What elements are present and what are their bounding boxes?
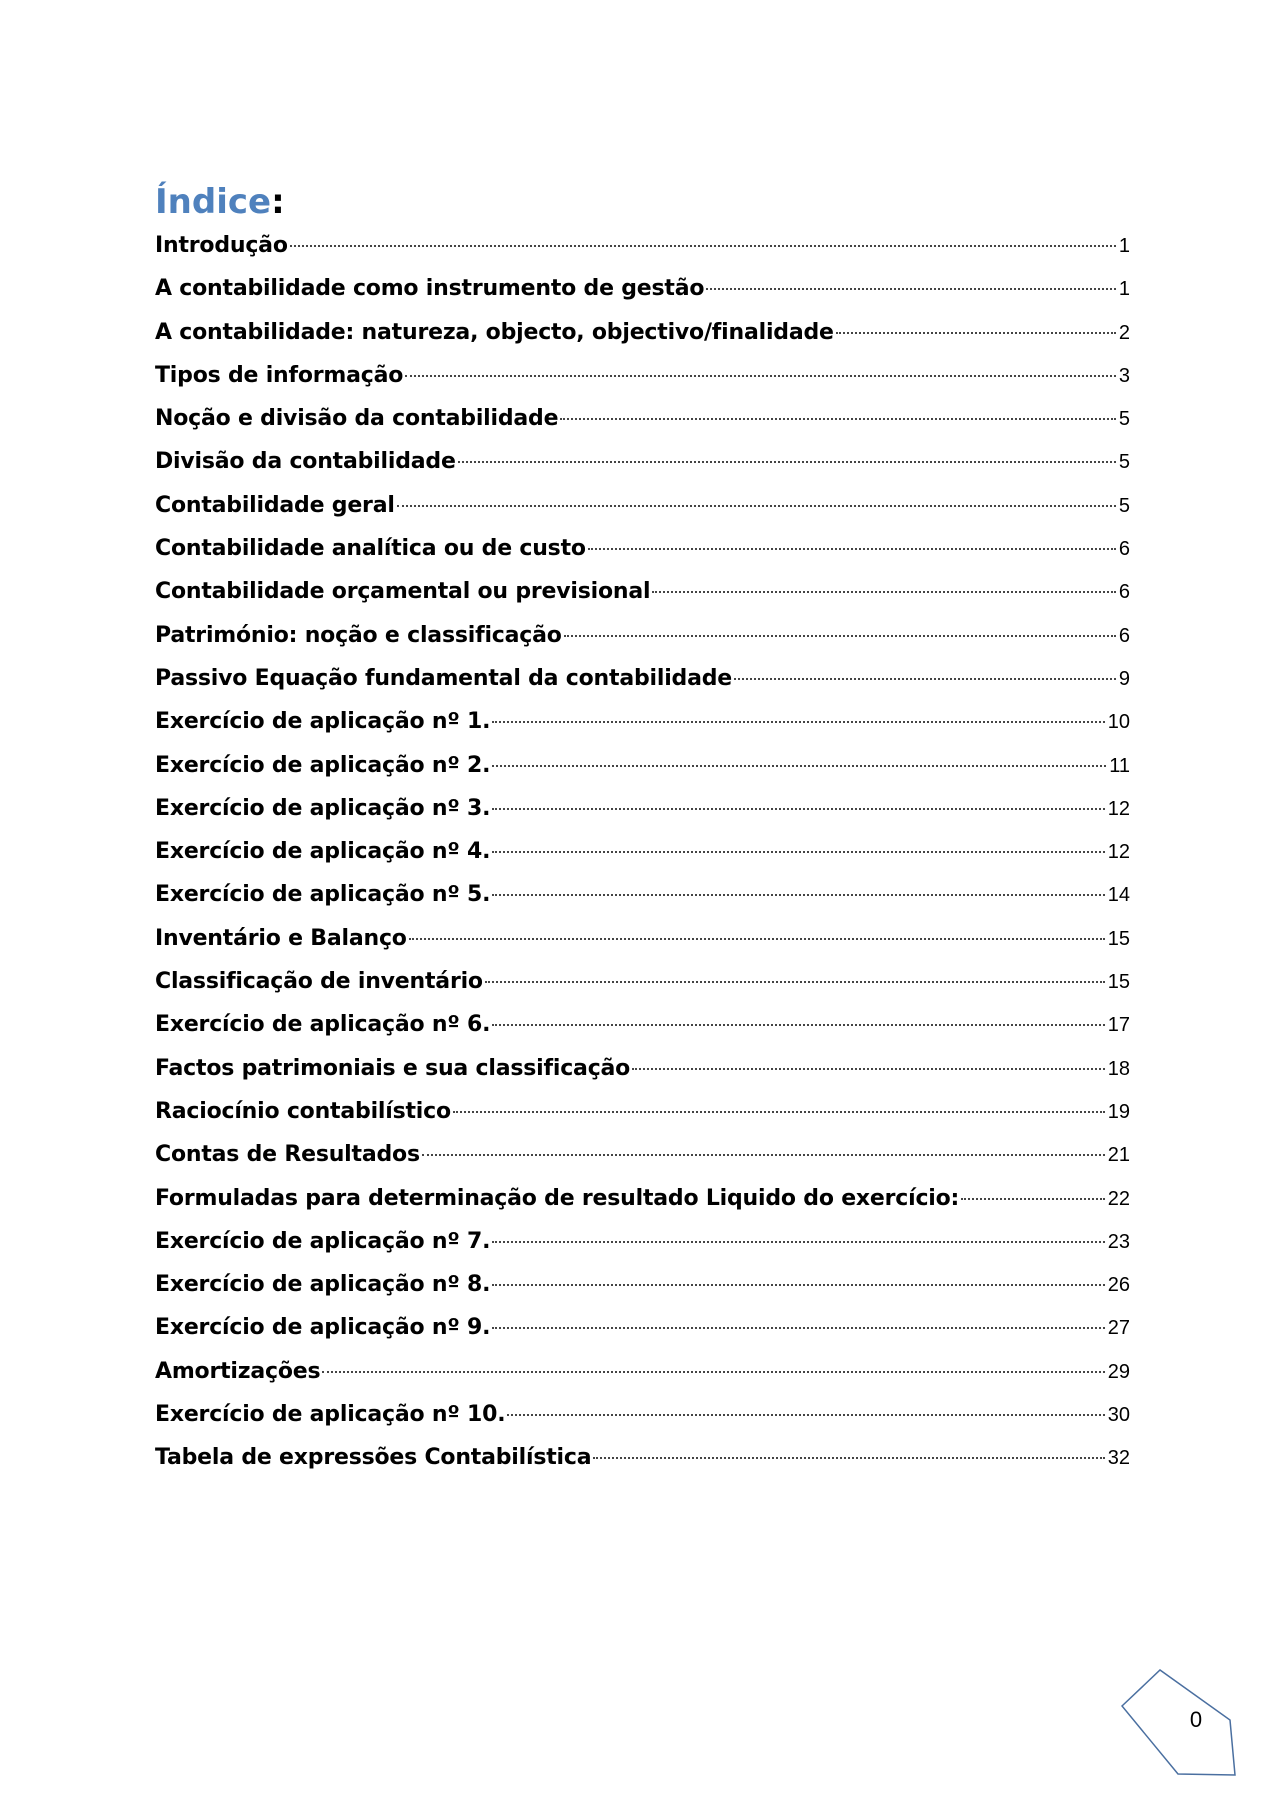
- toc-entry-page[interactable]: 22: [1107, 1187, 1130, 1210]
- toc-entry[interactable]: [155, 1350, 1130, 1393]
- toc-dot-leader: [492, 1284, 1104, 1286]
- page-number: 0: [1189, 1707, 1203, 1732]
- toc-entry-page[interactable]: 5: [1118, 451, 1130, 474]
- toc-dot-leader: [492, 851, 1104, 853]
- toc-dot-leader: [593, 1457, 1104, 1459]
- toc-entry[interactable]: [155, 657, 1130, 700]
- toc-entry-title[interactable]: A contabilidade: natureza, objecto, objectivo/finalidade: [155, 319, 834, 345]
- toc-entry-title[interactable]: Contabilidade geral: [155, 492, 395, 518]
- toc-entry-title[interactable]: A contabilidade como instrumento de gestão: [155, 276, 705, 302]
- toc-entry-page[interactable]: 2: [1118, 321, 1130, 344]
- toc-entry[interactable]: [155, 440, 1130, 483]
- toc-entry-title[interactable]: Raciocínio contabilístico: [155, 1098, 451, 1124]
- toc-heading: [155, 178, 285, 226]
- toc-entry[interactable]: [155, 873, 1130, 916]
- toc-entry[interactable]: [155, 1047, 1130, 1090]
- toc-dot-leader: [492, 1327, 1104, 1329]
- toc-dot-leader: [961, 1198, 1105, 1200]
- toc-entry-page[interactable]: 12: [1107, 797, 1130, 820]
- toc-entry-title[interactable]: Classificação de inventário: [155, 969, 483, 995]
- toc-heading-colon: :: [271, 182, 285, 222]
- toc-entry-page[interactable]: 9: [1118, 667, 1130, 690]
- toc-dot-leader: [652, 591, 1116, 593]
- toc-entry-page[interactable]: 6: [1118, 624, 1130, 647]
- toc-entry-page[interactable]: 23: [1107, 1230, 1130, 1253]
- toc-dot-leader: [492, 1241, 1104, 1243]
- toc-dot-leader: [458, 461, 1116, 463]
- toc-dot-leader: [734, 678, 1116, 680]
- toc-entry-page[interactable]: 26: [1107, 1274, 1130, 1297]
- toc-entry[interactable]: [155, 1177, 1130, 1220]
- toc-entry-page[interactable]: 15: [1107, 927, 1130, 950]
- toc-dot-leader: [588, 548, 1116, 550]
- toc-entry-title[interactable]: Tipos de informação: [155, 362, 404, 388]
- toc-entry-title[interactable]: Exercício de aplicação nº 2.: [155, 752, 491, 778]
- toc-entry-title[interactable]: Exercício de aplicação nº 5.: [155, 882, 491, 908]
- toc-entry[interactable]: [155, 1436, 1130, 1479]
- toc-entry[interactable]: [155, 1393, 1130, 1436]
- toc-dot-leader: [405, 375, 1116, 377]
- toc-entry[interactable]: [155, 744, 1130, 787]
- toc-dot-leader: [322, 1371, 1104, 1373]
- toc-entry-title[interactable]: Amortizações: [155, 1358, 321, 1384]
- toc-entry-page[interactable]: 30: [1107, 1404, 1130, 1427]
- toc-entry-page[interactable]: 5: [1118, 494, 1130, 517]
- toc-dot-leader: [507, 1414, 1104, 1416]
- toc-dot-leader: [706, 288, 1116, 290]
- toc-dot-leader: [409, 938, 1105, 940]
- toc-dot-leader: [397, 505, 1116, 507]
- toc-entry-title[interactable]: Passivo Equação fundamental da contabilidade: [155, 665, 732, 691]
- toc-entry[interactable]: [155, 267, 1130, 310]
- toc-entry-page[interactable]: 3: [1118, 364, 1130, 387]
- toc-entry-title[interactable]: Contabilidade orçamental ou previsional: [155, 579, 651, 605]
- toc-entry-page[interactable]: 1: [1118, 235, 1130, 257]
- toc-dot-leader: [485, 981, 1105, 983]
- toc-entry-title[interactable]: Exercício de aplicação nº 4.: [155, 839, 491, 865]
- toc-dot-leader: [632, 1068, 1105, 1070]
- toc-entry-page[interactable]: 11: [1109, 754, 1130, 777]
- toc-dot-leader: [560, 418, 1116, 420]
- toc-entry-title[interactable]: Contas de Resultados: [155, 1142, 420, 1168]
- toc-entry-page[interactable]: 17: [1107, 1014, 1130, 1037]
- toc-entry-title[interactable]: Divisão da contabilidade: [155, 449, 456, 475]
- toc-entry[interactable]: [155, 311, 1130, 354]
- toc-dot-leader: [492, 721, 1104, 723]
- toc-entry-page[interactable]: 21: [1107, 1144, 1130, 1167]
- toc-entry-title[interactable]: Exercício de aplicação nº 1.: [155, 709, 491, 735]
- toc-list: [155, 224, 1130, 1480]
- toc-dot-leader: [492, 808, 1104, 810]
- toc-entry-title[interactable]: Factos patrimoniais e sua classificação: [155, 1055, 631, 1081]
- toc-entry[interactable]: [155, 527, 1130, 570]
- toc-entry[interactable]: [155, 787, 1130, 830]
- toc-entry-page[interactable]: 27: [1107, 1317, 1130, 1340]
- toc-entry-title[interactable]: Formuladas para determinação de resultado Liquido do exercício:: [155, 1185, 960, 1211]
- toc-entry-title[interactable]: Exercício de aplicação nº 10.: [155, 1402, 506, 1428]
- toc-entry-page[interactable]: 32: [1107, 1447, 1130, 1470]
- toc-dot-leader: [492, 765, 1106, 767]
- toc-heading-word: Índice: [155, 182, 272, 222]
- toc-entry-title[interactable]: Noção e divisão da contabilidade: [155, 406, 559, 432]
- toc-entry-title[interactable]: Exercício de aplicação nº 6.: [155, 1012, 491, 1038]
- toc-entry-title[interactable]: Exercício de aplicação nº 8.: [155, 1272, 491, 1298]
- toc-dot-leader: [492, 1024, 1104, 1026]
- toc-entry-title[interactable]: Contabilidade analítica ou de custo: [155, 536, 586, 562]
- toc-entry[interactable]: [155, 354, 1130, 397]
- toc-entry[interactable]: [155, 397, 1130, 440]
- toc-entry[interactable]: [155, 1090, 1130, 1133]
- toc-dot-leader: [453, 1111, 1105, 1113]
- toc-entry[interactable]: [155, 1306, 1130, 1349]
- toc-entry[interactable]: [155, 224, 1130, 267]
- toc-entry[interactable]: [155, 570, 1130, 613]
- toc-entry-page[interactable]: 6: [1118, 538, 1130, 561]
- toc-entry-page[interactable]: 1: [1118, 278, 1130, 301]
- toc-entry[interactable]: [155, 830, 1130, 873]
- toc-entry[interactable]: [155, 1263, 1130, 1306]
- toc-entry-title[interactable]: Exercício de aplicação nº 3.: [155, 795, 491, 821]
- toc-entry-page[interactable]: 5: [1118, 408, 1130, 431]
- toc-entry[interactable]: [155, 700, 1130, 743]
- toc-entry-page[interactable]: 6: [1118, 581, 1130, 604]
- toc-dot-leader: [564, 635, 1116, 637]
- toc-entry-title[interactable]: Exercício de aplicação nº 7.: [155, 1228, 491, 1254]
- toc-entry-page[interactable]: 18: [1107, 1057, 1130, 1080]
- toc-entry-title[interactable]: Exercício de aplicação nº 9.: [155, 1315, 491, 1341]
- toc-dot-leader: [422, 1154, 1105, 1156]
- toc-entry[interactable]: [155, 1003, 1130, 1046]
- toc-entry-page[interactable]: 29: [1107, 1360, 1130, 1383]
- toc-entry-page[interactable]: 15: [1107, 971, 1130, 994]
- toc-entry-page[interactable]: 14: [1107, 884, 1130, 907]
- toc-entry[interactable]: [155, 1133, 1130, 1176]
- toc-entry-title[interactable]: Inventário e Balanço: [155, 925, 407, 951]
- toc-dot-leader: [492, 894, 1104, 896]
- toc-entry-page[interactable]: 19: [1107, 1100, 1130, 1123]
- toc-entry[interactable]: [155, 614, 1130, 657]
- toc-entry-title[interactable]: Tabela de expressões Contabilística: [155, 1445, 592, 1471]
- toc-dot-leader: [836, 332, 1116, 334]
- toc-entry[interactable]: [155, 1220, 1130, 1263]
- toc-entry-page[interactable]: 12: [1107, 841, 1130, 864]
- toc-entry[interactable]: [155, 917, 1130, 960]
- toc-entry-title[interactable]: Introdução: [155, 233, 288, 258]
- toc-entry[interactable]: [155, 960, 1130, 1003]
- toc-entry[interactable]: [155, 484, 1130, 527]
- toc-entry-title[interactable]: Património: noção e classificação: [155, 622, 562, 648]
- toc-dot-leader: [290, 245, 1116, 247]
- toc-entry-page[interactable]: 10: [1107, 711, 1130, 734]
